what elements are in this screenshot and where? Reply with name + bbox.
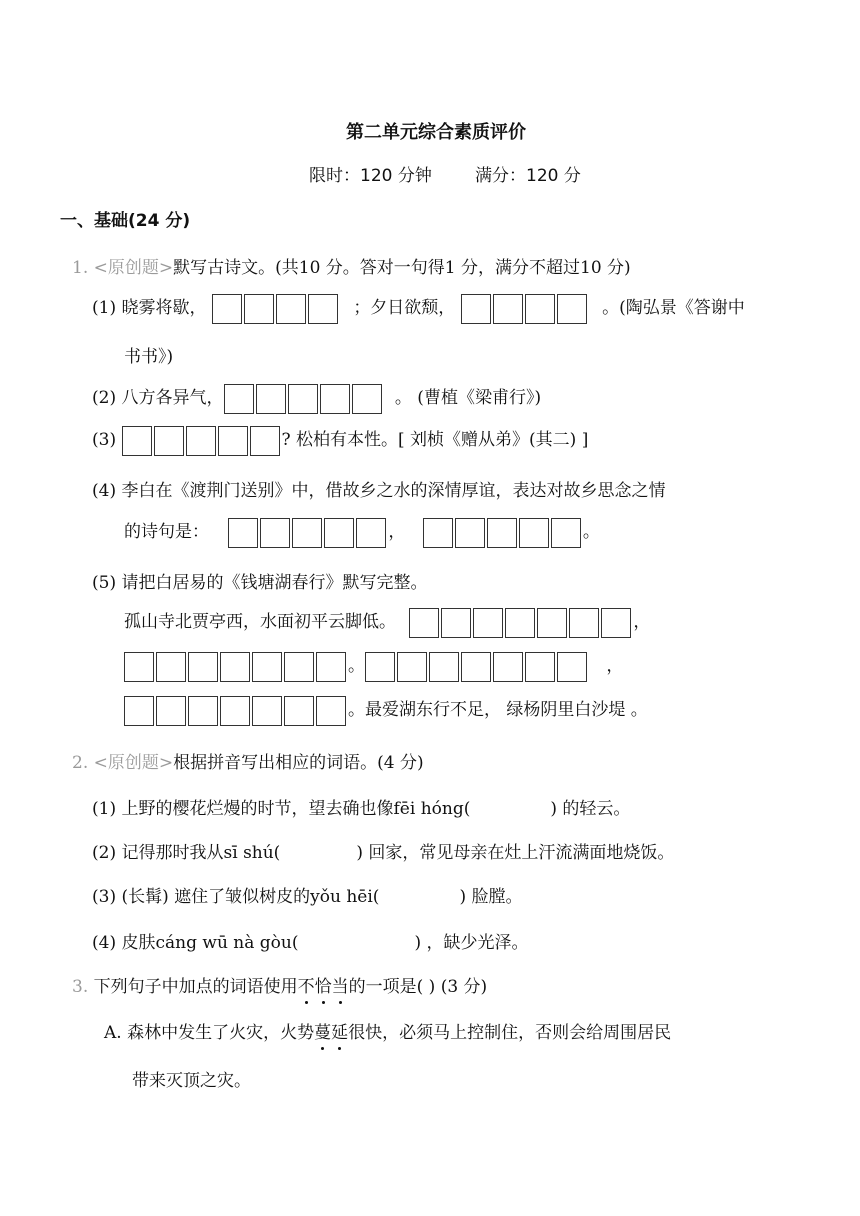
- q1-item-3: [92, 422, 588, 458]
- answer-boxes[interactable]: [409, 608, 633, 638]
- dotted-char: 蔓: [314, 1018, 331, 1043]
- pinyin: sī shú(: [223, 843, 281, 863]
- dotted-char: 延: [331, 1018, 348, 1043]
- item-number: (4): [92, 481, 117, 501]
- q1-item-4: [92, 476, 666, 501]
- question-1-stem: [72, 253, 631, 278]
- item-text: 李白在《渡荆门送别》中，借故乡之水的深情厚谊，表达对故乡思念之情: [121, 481, 666, 501]
- item-text: 上野的樱花烂熳的时节，望去确也像: [121, 799, 394, 819]
- q1-item-4-answer: [124, 514, 600, 550]
- item-text: ) 脸膛。: [459, 887, 523, 907]
- item-text: 。(陶弘景《答谢中: [602, 298, 745, 318]
- item-text: 皮肤: [121, 933, 156, 953]
- item-text: 。最爱湖东行不足， 绿杨阴里白沙堤 。: [348, 700, 648, 720]
- item-text: ) 回家，常见母亲在灶上汗流满面地烧饭。: [356, 843, 675, 863]
- item-text: 记得那时我从: [121, 843, 224, 863]
- item-number: (4): [92, 933, 117, 953]
- question-2-stem: [72, 748, 424, 773]
- pinyin: yǒu hēi(: [310, 887, 380, 907]
- item-number: (3): [92, 887, 117, 907]
- question-3-stem: [72, 972, 487, 997]
- answer-boxes[interactable]: [228, 518, 388, 548]
- q2-item-1: [92, 794, 630, 819]
- question-number: 3.: [72, 977, 94, 997]
- item-text: ，: [388, 522, 406, 542]
- answer-boxes[interactable]: [365, 652, 589, 682]
- item-number: (5): [92, 573, 117, 593]
- q1-item-5-line3: [124, 648, 623, 684]
- stem-text: 默写古诗文。(共10 分。答对一句得1 分，满分不超过10 分): [173, 258, 631, 278]
- q1-item-5: [92, 568, 428, 593]
- q2-item-2: [92, 838, 674, 863]
- pinyin: cáng wū nà gòu(: [155, 933, 299, 953]
- question-number: 1.: [72, 258, 94, 278]
- section-heading: 一、基础(24 分): [60, 211, 191, 231]
- stem-text: 根据拼音写出相应的词语。(4 分): [173, 753, 424, 773]
- answer-boxes[interactable]: [122, 426, 282, 456]
- answer-boxes[interactable]: [124, 652, 348, 682]
- item-text: 的诗句是：: [124, 522, 209, 542]
- original-tag: <原创题>: [93, 258, 174, 278]
- q1-item-1: [92, 288, 745, 328]
- page-title: 第二单元综合素质评价: [346, 122, 526, 143]
- item-text: 八方各异气，: [121, 388, 224, 408]
- item-text: 。 (曹植《梁甫行》): [394, 388, 542, 408]
- q2-item-4: [92, 928, 529, 953]
- item-text: ) ，缺少光泽。: [414, 933, 529, 953]
- full-score: 满分：120 分: [475, 166, 581, 186]
- q2-item-3: [92, 882, 523, 907]
- item-number: (1): [92, 298, 117, 318]
- q3-option-a[interactable]: [104, 1018, 671, 1043]
- item-text: (长髯) 遮住了皱似树皮的: [121, 887, 311, 907]
- item-text: 。: [348, 656, 365, 676]
- question-number: 2.: [72, 753, 94, 773]
- item-text: 孤山寺北贾亭西，水面初平云脚低。: [124, 612, 396, 632]
- original-tag: <原创题>: [93, 753, 174, 773]
- item-number: (2): [92, 843, 117, 863]
- option-text: 森林中发生了火灾，火势: [127, 1023, 315, 1043]
- q1-item-5-line4: [124, 692, 648, 728]
- pinyin: fēi hóng(: [393, 799, 471, 819]
- time-limit: 限时：120 分钟: [309, 166, 432, 186]
- item-text: ，: [633, 612, 651, 632]
- dotted-char: 恰: [315, 972, 332, 997]
- q1-item-1-continuation: 书书》): [124, 347, 174, 367]
- dotted-char: 当: [332, 972, 349, 997]
- answer-boxes[interactable]: [212, 294, 340, 324]
- option-text: 很快，必须马上控制住，否则会给周围居民: [348, 1023, 672, 1043]
- item-number: (3): [92, 430, 117, 450]
- item-text: 。: [582, 522, 600, 542]
- item-text: 请把白居易的《钱塘湖春行》默写完整。: [121, 573, 428, 593]
- q1-item-2: [92, 380, 541, 416]
- stem-text: 下列句子中加点的词语使用: [93, 977, 298, 997]
- answer-boxes[interactable]: [124, 696, 348, 726]
- q1-item-5-line2: [124, 604, 650, 640]
- option-label: A.: [104, 1023, 122, 1043]
- dotted-char: 不: [298, 972, 315, 997]
- answer-boxes[interactable]: [224, 384, 384, 414]
- item-number: (2): [92, 388, 117, 408]
- q3-option-a-continuation: 带来灭顶之灾。: [132, 1071, 251, 1091]
- answer-boxes[interactable]: [461, 294, 589, 324]
- item-text: ；夕日欲颓，: [353, 298, 456, 318]
- item-text: 晓雾将歇，: [121, 298, 207, 318]
- item-text: ) 的轻云。: [550, 799, 631, 819]
- stem-text: 的一项是( ) (3 分): [348, 977, 488, 997]
- item-text: ，: [606, 656, 624, 676]
- item-text: ? 松柏有本性。[ 刘桢《赠从弟》(其二) ]: [281, 430, 589, 450]
- item-number: (1): [92, 799, 117, 819]
- answer-boxes[interactable]: [423, 518, 583, 548]
